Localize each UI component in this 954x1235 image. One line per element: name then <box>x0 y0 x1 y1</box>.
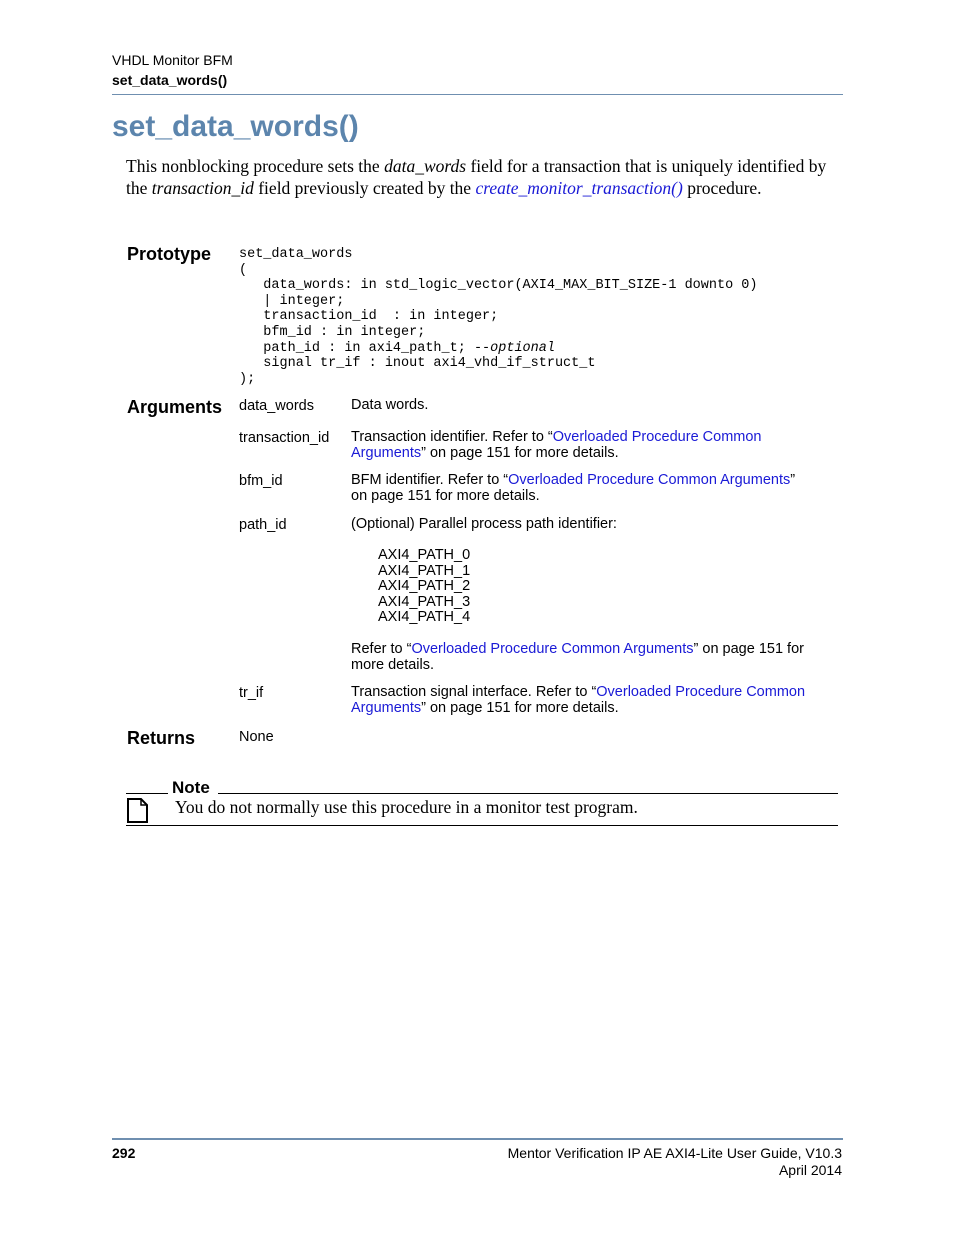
note-rule-right <box>218 793 838 794</box>
arg-desc-path-id: (Optional) Parallel process path identifier: <box>351 516 617 532</box>
path-id-values <box>378 548 470 626</box>
list-item: AXI4_PATH_2 <box>378 578 471 594</box>
footer-date: April 2014 <box>778 1162 842 1178</box>
create-monitor-transaction-link[interactable]: create_monitor_transaction() <box>475 178 683 198</box>
overloaded-args-link[interactable]: Overloaded Procedure Common Arguments <box>411 641 694 657</box>
arg-name-data-words: data_words <box>239 398 314 414</box>
intro-em-transaction-id: transaction_id <box>151 178 254 198</box>
note-rule-bottom <box>126 825 838 826</box>
footer-rule <box>112 1138 843 1140</box>
page-title: set_data_words() <box>112 110 359 143</box>
header-rule <box>112 94 843 95</box>
overloaded-args-link[interactable]: Arguments <box>351 699 422 716</box>
running-header-chapter: VHDL Monitor BFM <box>112 52 233 68</box>
footer-guide-title: Mentor Verification IP AE AXI4-Lite User Guide, V10.3 <box>507 1145 842 1161</box>
list-item: AXI4_PATH_0 <box>378 547 471 563</box>
note-text: You do not normally use this procedure in a monitor test program. <box>175 797 638 817</box>
running-header-section: set_data_words() <box>112 72 228 88</box>
overloaded-args-link[interactable]: Overloaded Procedure Common Arguments <box>508 472 791 488</box>
arg-desc-transaction-id: Transaction identifier. Refer to “Overloaded Procedure Common Arguments” on page 151 for more details. <box>351 429 762 461</box>
note-label: Note <box>172 778 210 797</box>
arg-desc-tr-if: Transaction signal interface. Refer to “Overloaded Procedure Common Arguments” on page 151 for more details. <box>351 684 806 716</box>
arg-name-path-id: path_id <box>239 517 287 533</box>
arguments-label: Arguments <box>127 397 223 417</box>
arg-name-tr-if: tr_if <box>239 685 264 701</box>
page-number: 292 <box>112 1145 136 1161</box>
overloaded-args-link[interactable]: Arguments <box>351 444 422 461</box>
arg-name-bfm-id: bfm_id <box>239 473 283 489</box>
arg-desc-data-words: Data words. <box>351 397 429 413</box>
intro-em-data-words: data_words <box>384 156 467 176</box>
prototype-code: set_data_words ( data_words: in std_logic_vector(AXI4_MAX_BIT_SIZE-1 downto 0) | integer; transaction_id : in integer; bfm_id : in integer; path_id : in axi4_path_t; --optional signal tr_if : inout axi4_vhd_if_struct_t ); <box>239 247 758 387</box>
list-item: AXI4_PATH_3 <box>378 593 471 610</box>
intro-paragraph: This nonblocking procedure sets the data_words field for a transaction that is uniquely identified by the transaction_id field previously created by the create_monitor_transaction() procedure. <box>126 156 827 198</box>
returns-label: Returns <box>127 728 196 748</box>
overloaded-args-link[interactable]: Overloaded Procedure Common <box>552 429 762 445</box>
arg-desc-bfm-id: BFM identifier. Refer to “Overloaded Procedure Common Arguments” on page 151 for more details. <box>351 472 796 504</box>
returns-value: None <box>239 729 274 745</box>
overloaded-args-link[interactable]: Overloaded Procedure Common <box>596 684 806 700</box>
note-rule-left <box>126 793 168 794</box>
arg-ref-path-id: Refer to “Overloaded Procedure Common Arguments” on page 151 for more details. <box>351 641 804 673</box>
list-item: AXI4_PATH_4 <box>378 609 471 625</box>
arg-name-transaction-id: transaction_id <box>239 430 330 446</box>
prototype-label: Prototype <box>127 244 212 264</box>
list-item: AXI4_PATH_1 <box>378 562 471 579</box>
